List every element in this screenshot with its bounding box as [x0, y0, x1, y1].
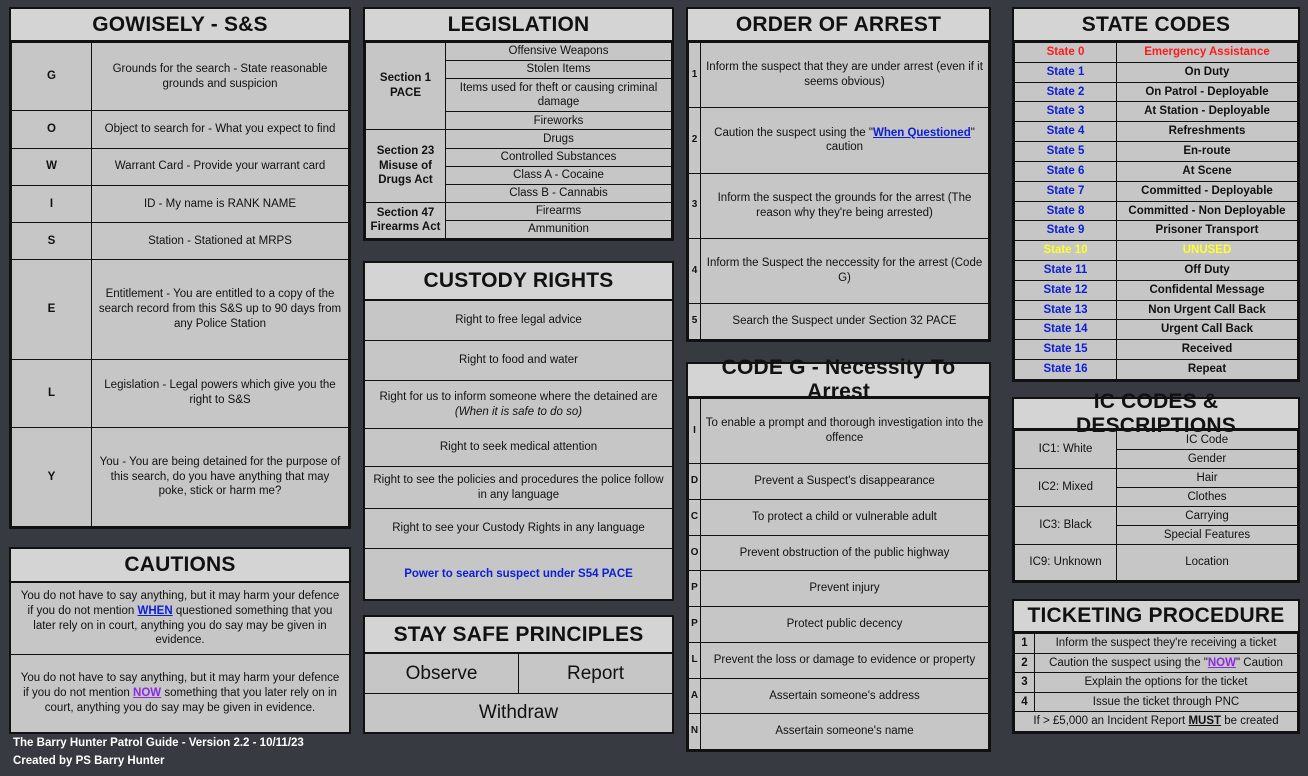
gowisely-letter: E	[12, 260, 92, 359]
when-questioned-link[interactable]: When Questioned	[872, 126, 971, 139]
legislation-item: Ammunition	[446, 220, 672, 238]
codeg-letter: A	[689, 678, 701, 714]
staysafe-observe: Observe	[365, 654, 519, 693]
ticket-step-post: " Caution	[1235, 656, 1283, 669]
codeg-text: Protect public decency	[701, 607, 989, 643]
gowisely-text: Grounds for the search - State reasonable grounds and suspicion	[92, 43, 349, 111]
state-row	[1015, 181, 1298, 201]
gowisely-text: ID - My name is RANK NAME	[92, 185, 349, 222]
codeg-row	[689, 607, 989, 643]
cautions-panel	[9, 547, 351, 734]
gowisely-letter: S	[12, 223, 92, 260]
arrest-table	[688, 42, 989, 340]
staysafe-panel	[363, 615, 674, 734]
ticket-step-number: 2	[1015, 653, 1035, 673]
ticket-note-row	[1015, 712, 1298, 732]
ticket-step	[1015, 653, 1298, 673]
arrest-step-text: Inform the suspect the grounds for the arrest (The reason why they're being arrested)	[701, 173, 989, 238]
ticket-step-text: Issue the ticket through PNC	[1035, 692, 1298, 712]
codeg-text: Prevent injury	[701, 571, 989, 607]
gowisely-text: Warrant Card - Provide your warrant card	[92, 148, 349, 185]
codeg-table	[688, 398, 989, 750]
ic-code-3: IC3: Black	[1015, 507, 1117, 545]
ic-desc-carrying: Carrying	[1117, 507, 1298, 526]
state-desc: At Station - Deployable	[1117, 102, 1298, 122]
state-desc: Emergency Assistance	[1117, 43, 1298, 63]
right-food-water: Right to food and water	[365, 341, 672, 381]
legislation-item: Stolen Items	[446, 61, 672, 79]
codeg-row	[689, 535, 989, 571]
legislation-section: Section 1 PACE	[366, 43, 446, 130]
codeg-row	[689, 678, 989, 714]
ticket-step	[1015, 634, 1298, 654]
arrest-step-post: " caution	[825, 126, 975, 154]
arrest-step-number: 5	[689, 304, 701, 340]
state-panel	[1012, 7, 1300, 382]
codeg-letter: O	[689, 535, 701, 571]
caution-when-keyword: WHEN	[137, 604, 173, 617]
footer-author: Created by PS Barry Hunter	[13, 754, 165, 767]
legislation-row	[366, 202, 672, 220]
state-desc: UNUSED	[1117, 241, 1298, 261]
gowisely-letter: G	[12, 43, 92, 111]
legislation-item: Class B - Cannabis	[446, 184, 672, 202]
ticket-step	[1015, 673, 1298, 693]
state-row	[1015, 82, 1298, 102]
codeg-text: To enable a prompt and thorough investigation into the offence	[701, 399, 989, 464]
gowisely-text: Legislation - Legal powers which give you the right to S&S	[92, 359, 349, 427]
legislation-item: Firearms	[446, 202, 672, 220]
codeg-letter: I	[689, 399, 701, 464]
codeg-row	[689, 464, 989, 500]
codeg-row	[689, 714, 989, 750]
gowisely-row	[12, 185, 349, 222]
state-code: State 2	[1015, 82, 1117, 102]
ticket-note	[1015, 712, 1298, 732]
state-desc: Received	[1117, 340, 1298, 360]
codeg-letter: L	[689, 642, 701, 678]
arrest-step	[689, 238, 989, 303]
codeg-letter: C	[689, 500, 701, 536]
arrest-step-text: Search the Suspect under Section 32 PACE	[701, 304, 989, 340]
state-title: STATE CODES	[1014, 9, 1298, 42]
arrest-step-number: 4	[689, 238, 701, 303]
arrest-step-text: Inform the suspect that they are under arrest (even if it seems obvious)	[701, 43, 989, 108]
state-code: State 9	[1015, 221, 1117, 241]
state-code: State 14	[1015, 320, 1117, 340]
right-inform-main: Right for us to inform someone where the detained are	[379, 390, 658, 403]
footer	[13, 735, 304, 771]
state-code: State 8	[1015, 201, 1117, 221]
codeg-letter: N	[689, 714, 701, 750]
state-row	[1015, 241, 1298, 261]
legislation-section: Section 23 Misuse of Drugs Act	[366, 130, 446, 202]
legislation-title: LEGISLATION	[365, 9, 672, 42]
arrest-title: ORDER OF ARREST	[688, 9, 989, 42]
ic-code-2: IC2: Mixed	[1015, 469, 1117, 507]
state-desc: Urgent Call Back	[1117, 320, 1298, 340]
ticket-note-post: be created	[1221, 715, 1279, 728]
state-row	[1015, 201, 1298, 221]
arrest-step-pre: Caution the suspect using the "	[714, 126, 873, 139]
ticket-step	[1015, 692, 1298, 712]
right-custody-language: Right to see your Custody Rights in any language	[365, 509, 672, 549]
right-policies: Right to see the policies and procedures the police follow in any language	[365, 467, 672, 509]
right-legal-advice: Right to free legal advice	[365, 301, 672, 341]
ticket-step-pre: Caution the suspect using the "	[1049, 656, 1208, 669]
ticket-step-text: Explain the options for the ticket	[1035, 673, 1298, 693]
arrest-step-text	[701, 108, 989, 173]
gowisely-text: Station - Stationed at MRPS	[92, 223, 349, 260]
ic-title: IC CODES & DESCRIPTIONS	[1014, 399, 1298, 430]
ticketing-panel	[1012, 599, 1300, 734]
gowisely-row	[12, 43, 349, 111]
arrest-panel	[686, 7, 991, 342]
now-caution-link[interactable]: NOW	[1207, 656, 1236, 669]
gowisely-row	[12, 223, 349, 260]
ic-code-1: IC1: White	[1015, 431, 1117, 469]
state-row	[1015, 340, 1298, 360]
codeg-text: Prevent a Suspect's disappearance	[701, 464, 989, 500]
state-code: State 7	[1015, 181, 1117, 201]
ticket-step-number: 3	[1015, 673, 1035, 693]
ic-desc-hair: Hair	[1117, 469, 1298, 488]
legislation-item: Class A - Cocaine	[446, 166, 672, 184]
ic-desc-location: Location	[1117, 545, 1298, 581]
caution-when-post: questioned something that you later rely on in court, anything you do say may be given in evidence.	[33, 604, 333, 647]
gowisely-row	[12, 148, 349, 185]
arrest-step-number: 2	[689, 108, 701, 173]
state-code: State 4	[1015, 122, 1117, 142]
state-code: State 12	[1015, 280, 1117, 300]
arrest-step	[689, 108, 989, 173]
state-code: State 1	[1015, 62, 1117, 82]
ic-panel	[1012, 389, 1300, 583]
legislation-row	[366, 43, 672, 61]
state-desc: Off Duty	[1117, 260, 1298, 280]
state-row	[1015, 102, 1298, 122]
arrest-step-number: 3	[689, 173, 701, 238]
gowisely-row	[12, 427, 349, 526]
state-desc: Repeat	[1117, 360, 1298, 380]
state-code: State 6	[1015, 161, 1117, 181]
state-row	[1015, 221, 1298, 241]
state-desc: Committed - Deployable	[1117, 181, 1298, 201]
caution-when-pre: You do not have to say anything, but it may harm your defence if you do not mention	[20, 589, 340, 617]
state-desc: Prisoner Transport	[1117, 221, 1298, 241]
state-row	[1015, 161, 1298, 181]
gowisely-row	[12, 359, 349, 427]
codeg-title: CODE G - Necessity To Arrest	[688, 364, 989, 398]
staysafe-withdraw: Withdraw	[478, 702, 559, 723]
codeg-letter: D	[689, 464, 701, 500]
gowisely-table	[11, 42, 349, 527]
gowisely-letter: W	[12, 148, 92, 185]
state-row	[1015, 43, 1298, 63]
state-code: State 5	[1015, 142, 1117, 162]
right-medical: Right to seek medical attention	[365, 429, 672, 467]
ic-table	[1014, 430, 1298, 581]
gowisely-letter: L	[12, 359, 92, 427]
codeg-row	[689, 399, 989, 464]
arrest-step	[689, 304, 989, 340]
power-s54: Power to search suspect under S54 PACE	[404, 567, 633, 580]
gowisely-letter: I	[12, 185, 92, 222]
right-inform-someone	[365, 381, 672, 429]
state-row	[1015, 360, 1298, 380]
state-row	[1015, 320, 1298, 340]
codeg-text: Prevent the loss or damage to evidence or property	[701, 642, 989, 678]
codeg-panel	[686, 356, 991, 752]
ticketing-table	[1014, 633, 1298, 732]
state-desc: On Patrol - Deployable	[1117, 82, 1298, 102]
gowisely-row	[12, 260, 349, 359]
ic-desc-clothes: Clothes	[1117, 488, 1298, 507]
legislation-item: Offensive Weapons	[446, 43, 672, 61]
state-code: State 10	[1015, 241, 1117, 261]
state-desc: Refreshments	[1117, 122, 1298, 142]
arrest-step	[689, 43, 989, 108]
ticket-note-pre: If > £5,000 an Incident Report	[1033, 715, 1189, 728]
state-row	[1015, 142, 1298, 162]
state-row	[1015, 260, 1298, 280]
state-desc: Committed - Non Deployable	[1117, 201, 1298, 221]
state-code: State 0	[1015, 43, 1117, 63]
state-desc: At Scene	[1117, 161, 1298, 181]
gowisely-title: GOWISELY - S&S	[11, 9, 349, 42]
arrest-step-number: 1	[689, 43, 701, 108]
state-code: State 3	[1015, 102, 1117, 122]
ticket-step-text	[1035, 653, 1298, 673]
state-row	[1015, 122, 1298, 142]
ticket-step-number: 4	[1015, 692, 1035, 712]
state-code: State 13	[1015, 300, 1117, 320]
legislation-item: Drugs	[446, 130, 672, 148]
caution-now-keyword: NOW	[133, 687, 162, 700]
legislation-panel	[363, 7, 674, 241]
ic-code-9: IC9: Unknown	[1015, 545, 1117, 581]
state-code: State 16	[1015, 360, 1117, 380]
legislation-item: Controlled Substances	[446, 148, 672, 166]
state-desc: Confidental Message	[1117, 280, 1298, 300]
footer-version: The Barry Hunter Patrol Guide - Version 2.2 - 10/11/23	[13, 737, 304, 749]
codeg-row	[689, 500, 989, 536]
ticket-step-number: 1	[1015, 634, 1035, 654]
legislation-section: Section 47 Firearms Act	[366, 202, 446, 238]
gowisely-text: Entitlement - You are entitled to a copy of the search record from this S&S up to 90 days from any Police Station	[92, 260, 349, 359]
state-code: State 15	[1015, 340, 1117, 360]
legislation-item: Items used for theft or causing criminal damage	[446, 79, 672, 112]
state-desc: En-route	[1117, 142, 1298, 162]
caution-now	[11, 655, 349, 732]
gowisely-letter: Y	[12, 427, 92, 526]
legislation-row	[366, 130, 672, 148]
arrest-step	[689, 173, 989, 238]
legislation-item: Fireworks	[446, 112, 672, 130]
gowisely-text: Object to search for - What you expect to find	[92, 111, 349, 148]
custody-panel	[363, 261, 674, 601]
state-row	[1015, 280, 1298, 300]
state-code: State 11	[1015, 260, 1117, 280]
state-desc: Non Urgent Call Back	[1117, 300, 1298, 320]
ticket-step-text: Inform the suspect they're receiving a ticket	[1035, 634, 1298, 654]
arrest-step-text: Inform the Suspect the neccessity for the arrest (Code G)	[701, 238, 989, 303]
gowisely-panel	[9, 7, 351, 529]
state-desc: On Duty	[1117, 62, 1298, 82]
codeg-text: Assertain someone's name	[701, 714, 989, 750]
state-row	[1015, 62, 1298, 82]
state-table	[1014, 42, 1298, 380]
ic-desc-special: Special Features	[1117, 526, 1298, 545]
codeg-text: To protect a child or vulnerable adult	[701, 500, 989, 536]
legislation-table	[365, 42, 672, 239]
caution-when	[11, 583, 349, 655]
staysafe-report: Report	[566, 662, 625, 684]
codeg-text: Assertain someone's address	[701, 678, 989, 714]
ticket-note-must: MUST	[1188, 715, 1222, 728]
codeg-row	[689, 571, 989, 607]
caution-now-pre: You do not have to say anything, but it may harm your defence if you do not mention	[20, 672, 340, 700]
gowisely-row	[12, 111, 349, 148]
ic-desc-code: IC Code	[1117, 431, 1298, 450]
custody-title: CUSTODY RIGHTS	[365, 263, 672, 301]
ticketing-title: TICKETING PROCEDURE	[1014, 601, 1298, 633]
codeg-letter: P	[689, 607, 701, 643]
ic-desc-gender: Gender	[1117, 450, 1298, 469]
codeg-letter: P	[689, 571, 701, 607]
gowisely-letter: O	[12, 111, 92, 148]
caution-now-post: something that you later rely on in court, anything you do say may be given in evidence.	[44, 687, 337, 714]
staysafe-title: STAY SAFE PRINCIPLES	[365, 617, 672, 654]
state-row	[1015, 300, 1298, 320]
codeg-text: Prevent obstruction of the public highway	[701, 535, 989, 571]
codeg-row	[689, 642, 989, 678]
gowisely-text: You - You are being detained for the purpose of this search, do you have anything that may poke, stick or harm me?	[92, 427, 349, 526]
right-inform-note: (When it is safe to do so)	[454, 405, 583, 418]
cautions-title: CAUTIONS	[11, 549, 349, 583]
